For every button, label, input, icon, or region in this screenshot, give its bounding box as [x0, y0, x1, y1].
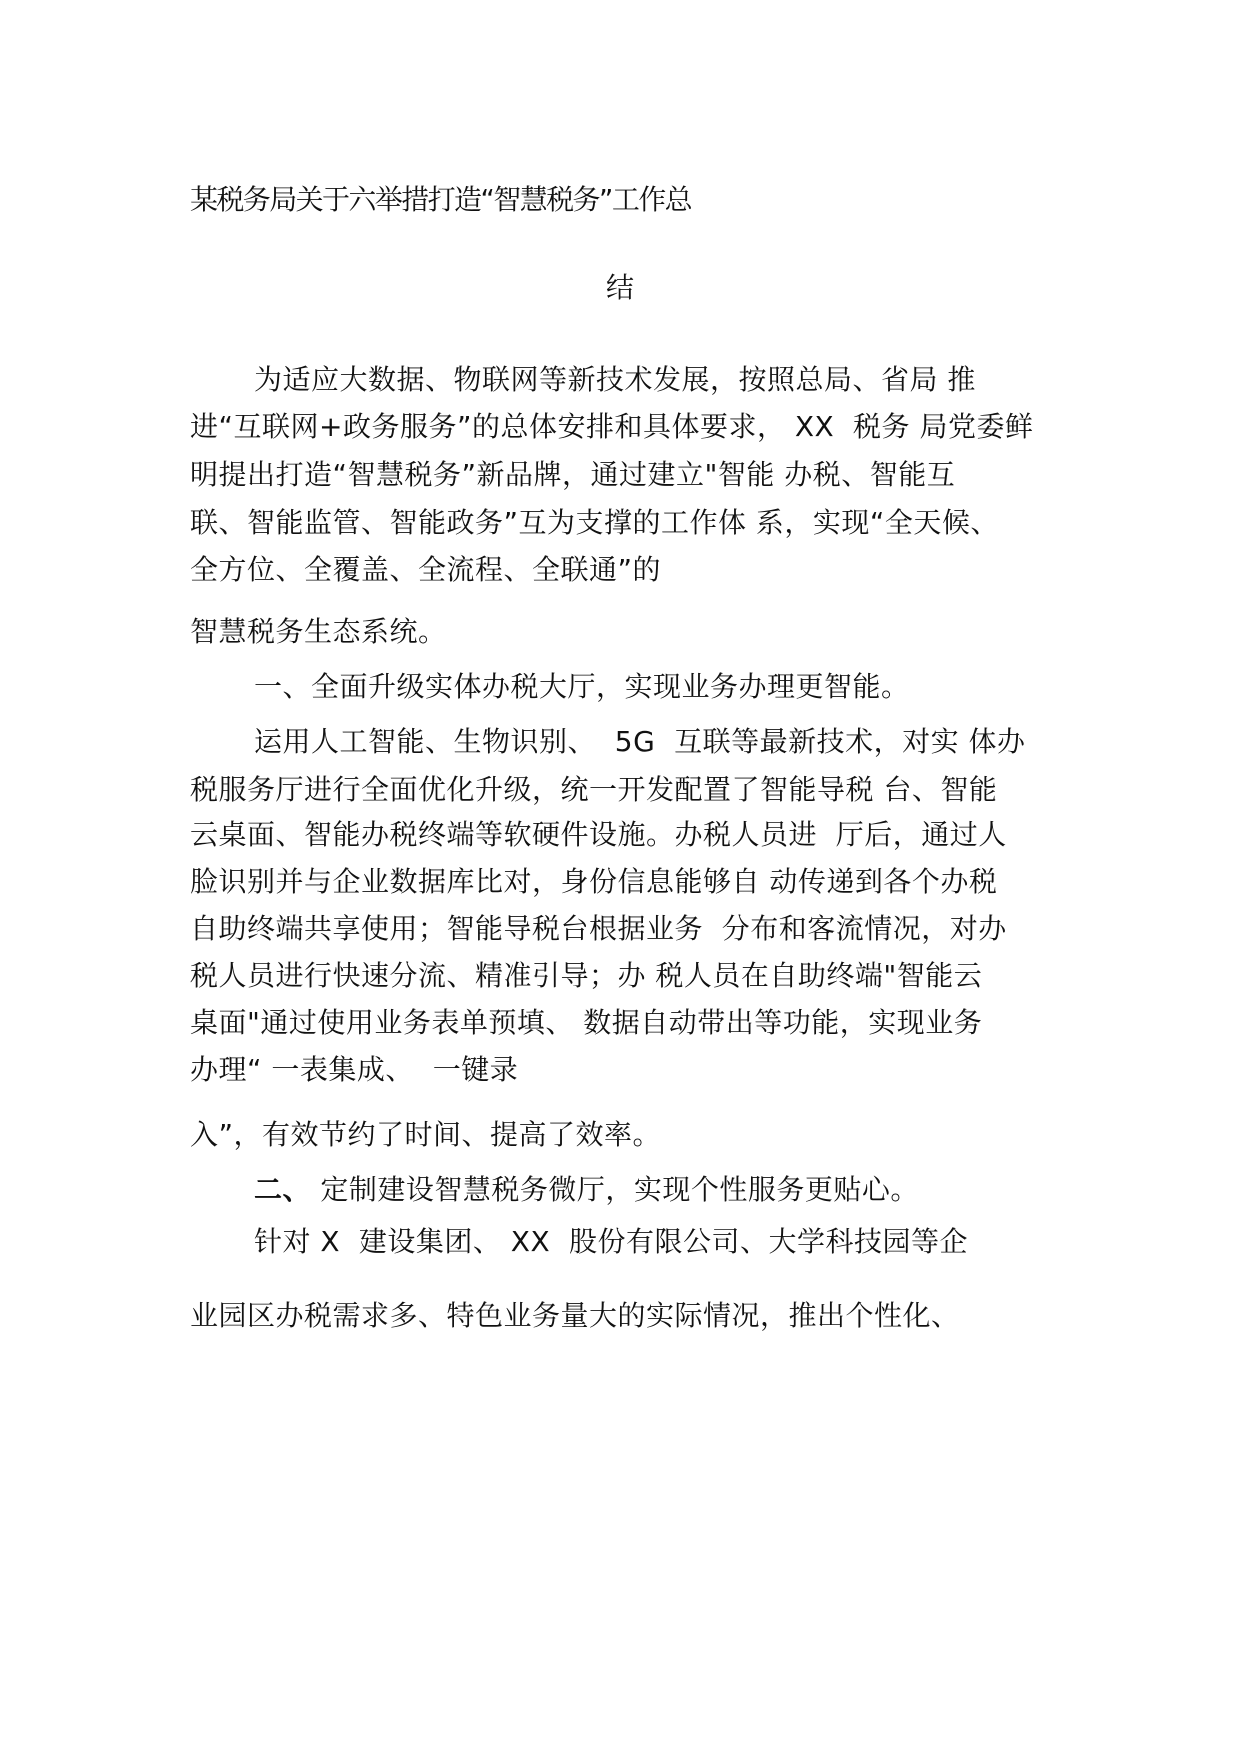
document-title-line2: 结: [605, 271, 634, 304]
paragraph1-line: 全方位、全覆盖、全流程、全联通”的: [190, 553, 662, 586]
section-heading-2-number: 二、: [254, 1173, 312, 1206]
paragraph2-line: 自助终端共享使用；智能导税台根据业务 分布和客流情况，对办: [190, 912, 1007, 945]
paragraph1-line: 明提出打造“智慧税务”新品牌，通过建立"智能 办税、智能互: [190, 458, 956, 491]
paragraph2-line: 脸识别并与企业数据库比对，身份信息能够自 动传递到各个办税: [190, 865, 998, 898]
paragraph1-line: 联、智能监管、智能政务”互为支撑的工作体 系，实现“全天候、: [190, 506, 999, 539]
paragraph2-line: 税人员进行快速分流、精准引导；办 税人员在自助终端"智能云: [190, 959, 983, 992]
paragraph1-line: 进“互联网+政务服务”的总体安排和具体要求， XX 税务 局党委鲜: [190, 410, 1034, 443]
section-heading-1: 一、全面升级实体办税大厅，实现业务办理更智能。: [254, 670, 910, 703]
paragraph2-line: 办理“ 一表集成、 一键录: [190, 1053, 519, 1086]
paragraph2-line: 税服务厅进行全面优化升级，统一开发配置了智能导税 台、智能: [190, 773, 998, 806]
paragraph2-line: 云桌面、智能办税终端等软硬件设施。办税人员进 厅后，通过人: [190, 818, 1007, 851]
document-title-line1: 某税务局关于六举措打造“智慧税务”工作总: [190, 183, 692, 216]
paragraph1-line: 智慧税务生态系统。: [190, 615, 447, 648]
section-heading-2: [254, 1170, 919, 1210]
paragraph1-line: 为适应大数据、物联网等新技术发展，按照总局、省局 推: [254, 363, 976, 396]
paragraph2-line: 入”，有效节约了时间、提高了效率。: [190, 1118, 662, 1151]
paragraph2-line: 桌面"通过使用业务表单预填、 数据自动带出等功能，实现业务: [190, 1006, 983, 1039]
section-heading-2-text: 定制建设智慧税务微厅，实现个性服务更贴心。: [311, 1173, 919, 1206]
paragraph3-line: 针对 X 建设集团、 XX 股份有限公司、大学科技园等企: [254, 1225, 968, 1258]
paragraph2-line: 运用人工智能、生物识别、 5G 互联等最新技术，对实 体办: [254, 725, 1026, 758]
paragraph3-line: 业园区办税需求多、特色业务量大的实际情况，推出个性化、: [190, 1299, 960, 1332]
